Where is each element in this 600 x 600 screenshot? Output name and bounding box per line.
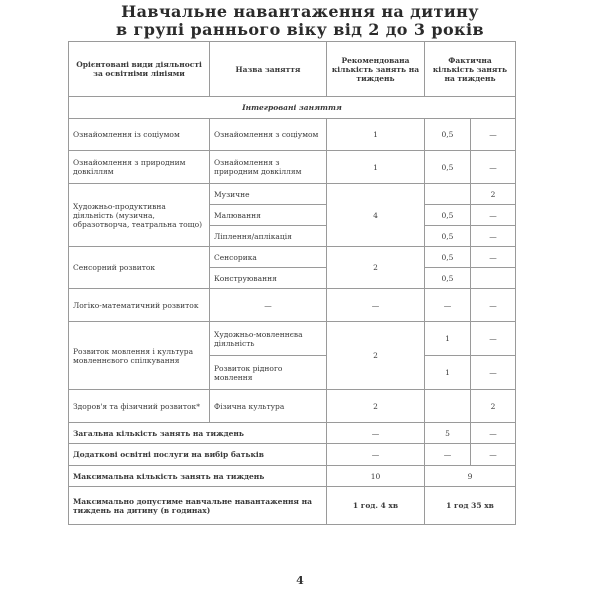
- row-area: Здоров'я та фізичний розвиток*: [69, 390, 210, 423]
- section-row: [69, 97, 516, 119]
- table-row: [69, 423, 516, 444]
- max-hours-actual: 1 год 35 хв: [425, 487, 516, 525]
- row-area: Логіко-математичний розвиток: [69, 289, 210, 322]
- extra-actual-1: —: [425, 444, 471, 466]
- extra-label: Додаткові освітні послуги на вибір батьків: [69, 444, 327, 466]
- row-area: Ознайомлення із соціумом: [69, 119, 210, 151]
- row-lesson: Художньо-мовленнєва діяльність: [210, 322, 327, 356]
- table-row: [69, 119, 516, 151]
- row-recommended: 1: [327, 151, 425, 184]
- table-header-row: [69, 42, 516, 97]
- row-actual-1: 0,5: [425, 151, 471, 184]
- row-actual-1: —: [425, 289, 471, 322]
- table-row: [69, 466, 516, 487]
- row-recommended: 4: [327, 184, 425, 247]
- workload-table: [68, 41, 516, 525]
- page-title-line-1: Навчальне навантаження на дитину: [121, 2, 479, 21]
- row-lesson: —: [210, 289, 327, 322]
- table-row: [69, 247, 516, 268]
- row-lesson: Музичне: [210, 184, 327, 205]
- table-row: [69, 390, 516, 423]
- row-actual-1: 1: [425, 356, 471, 390]
- max-count-recommended: 10: [327, 466, 425, 487]
- row-area: Ознайомлення з природним довкіллям: [69, 151, 210, 184]
- max-hours-recommended: 1 год. 4 хв: [327, 487, 425, 525]
- row-actual-1: 0,5: [425, 205, 471, 226]
- row-actual-2: 2: [471, 184, 516, 205]
- table-row: [69, 444, 516, 466]
- row-actual-2: —: [471, 289, 516, 322]
- max-count-label: Максимальна кількість занять на тиждень: [69, 466, 327, 487]
- extra-actual-2: —: [471, 444, 516, 466]
- row-area: Розвиток мовлення і культура мовленнєвого спілкування: [69, 322, 210, 390]
- row-lesson: Розвиток рідного мовлення: [210, 356, 327, 390]
- table-row: [69, 184, 516, 205]
- row-actual-1: [425, 390, 471, 423]
- table-row: [69, 487, 516, 525]
- row-actual-2: —: [471, 322, 516, 356]
- row-actual-1: 0,5: [425, 247, 471, 268]
- row-actual-1: 1: [425, 322, 471, 356]
- row-actual-2: [471, 268, 516, 289]
- total-actual-1: 5: [425, 423, 471, 444]
- total-recommended: —: [327, 423, 425, 444]
- row-actual-2: —: [471, 119, 516, 151]
- table-row: [69, 151, 516, 184]
- header-actual: Фактична кількість занять на тиждень: [425, 42, 516, 97]
- row-lesson: Конструювання: [210, 268, 327, 289]
- row-recommended: 2: [327, 322, 425, 390]
- table-row: [69, 289, 516, 322]
- row-actual-1: 0,5: [425, 226, 471, 247]
- row-lesson: Ліплення/аплікація: [210, 226, 327, 247]
- header-activity-types: Орієнтовані види діяльності за освітніми лініями: [69, 42, 210, 97]
- row-actual-2: —: [471, 205, 516, 226]
- row-actual-2: —: [471, 226, 516, 247]
- row-recommended: 1: [327, 119, 425, 151]
- row-lesson: Ознайомлення з природним довкіллям: [210, 151, 327, 184]
- row-recommended: 2: [327, 247, 425, 289]
- row-lesson: Фізична культура: [210, 390, 327, 423]
- total-label: Загальна кількість занять на тиждень: [69, 423, 327, 444]
- row-lesson: Малювання: [210, 205, 327, 226]
- row-actual-2: —: [471, 151, 516, 184]
- row-actual-1: 0,5: [425, 268, 471, 289]
- row-recommended: —: [327, 289, 425, 322]
- row-lesson: Сенсорика: [210, 247, 327, 268]
- header-recommended: Рекомендована кількість занять на тиждень: [327, 42, 425, 97]
- row-actual-2: —: [471, 356, 516, 390]
- row-lesson: Ознайомлення з соціумом: [210, 119, 327, 151]
- max-count-actual: 9: [425, 466, 516, 487]
- row-actual-2: 2: [471, 390, 516, 423]
- page-number: 4: [296, 574, 304, 587]
- section-label: Інтегровані заняття: [69, 97, 516, 119]
- table-row: [69, 322, 516, 356]
- row-area: Сенсорний розвиток: [69, 247, 210, 289]
- extra-recommended: —: [327, 444, 425, 466]
- max-hours-label: Максимально допустиме навчальне навантаження на тиждень на дитину (в годинах): [69, 487, 327, 525]
- page-title-line-2: в групі раннього віку від 2 до 3 років: [116, 20, 484, 39]
- row-actual-2: —: [471, 247, 516, 268]
- header-lesson-name: Назва заняття: [210, 42, 327, 97]
- row-actual-1: [425, 184, 471, 205]
- total-actual-2: —: [471, 423, 516, 444]
- row-recommended: 2: [327, 390, 425, 423]
- row-actual-1: 0,5: [425, 119, 471, 151]
- row-area: Художньо-продуктивна діяльність (музична, образотворча, театральна тощо): [69, 184, 210, 247]
